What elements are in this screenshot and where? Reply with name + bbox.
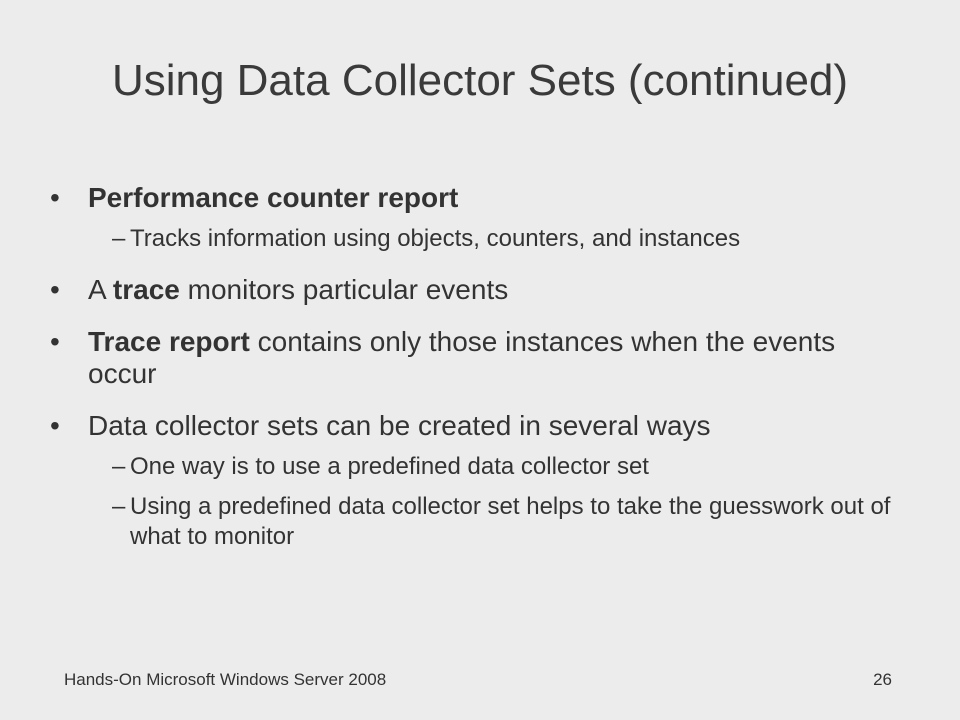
sub-bullet-text: One way is to use a predefined data collector set	[130, 453, 649, 480]
slide-title: Using Data Collector Sets (continued)	[111, 56, 849, 105]
bullet-marker: •	[50, 274, 60, 305]
sub-bullet-text: Using a predefined data collector set helps to take the guesswork out of what to monitor	[130, 493, 891, 550]
bullet-marker: •	[50, 182, 60, 213]
bullet-marker: •	[50, 410, 60, 441]
bullet-list	[48, 182, 908, 552]
sub-bullet-marker: –	[112, 453, 126, 480]
bullet-text-bold: Performance counter report	[88, 182, 459, 213]
sub-bullet-marker: –	[112, 493, 126, 520]
bullet-item	[48, 274, 908, 306]
bullet-item	[48, 410, 908, 442]
sub-bullet-text: Tracks information using objects, counters, and instances	[130, 225, 741, 252]
sub-bullet-item	[48, 224, 908, 254]
bullet-text: A	[88, 274, 113, 305]
sub-bullet-item	[48, 492, 908, 552]
bullet-text-bold: Trace report	[88, 326, 250, 357]
sub-bullet-item	[48, 452, 908, 482]
bullet-marker: •	[50, 326, 60, 357]
bullet-text: contains only those instances when the events occur	[88, 326, 836, 389]
footer-course-title: Hands-On Microsoft Windows Server 2008	[64, 670, 387, 689]
bullet-text: Data collector sets can be created in several ways	[88, 410, 711, 441]
sub-bullet-marker: –	[112, 225, 126, 252]
bullet-text-bold: trace	[112, 274, 180, 305]
bullet-item	[48, 326, 908, 390]
bullet-item	[48, 182, 908, 214]
bullet-text: monitors particular events	[179, 274, 509, 305]
footer-page-number: 26	[873, 670, 892, 689]
